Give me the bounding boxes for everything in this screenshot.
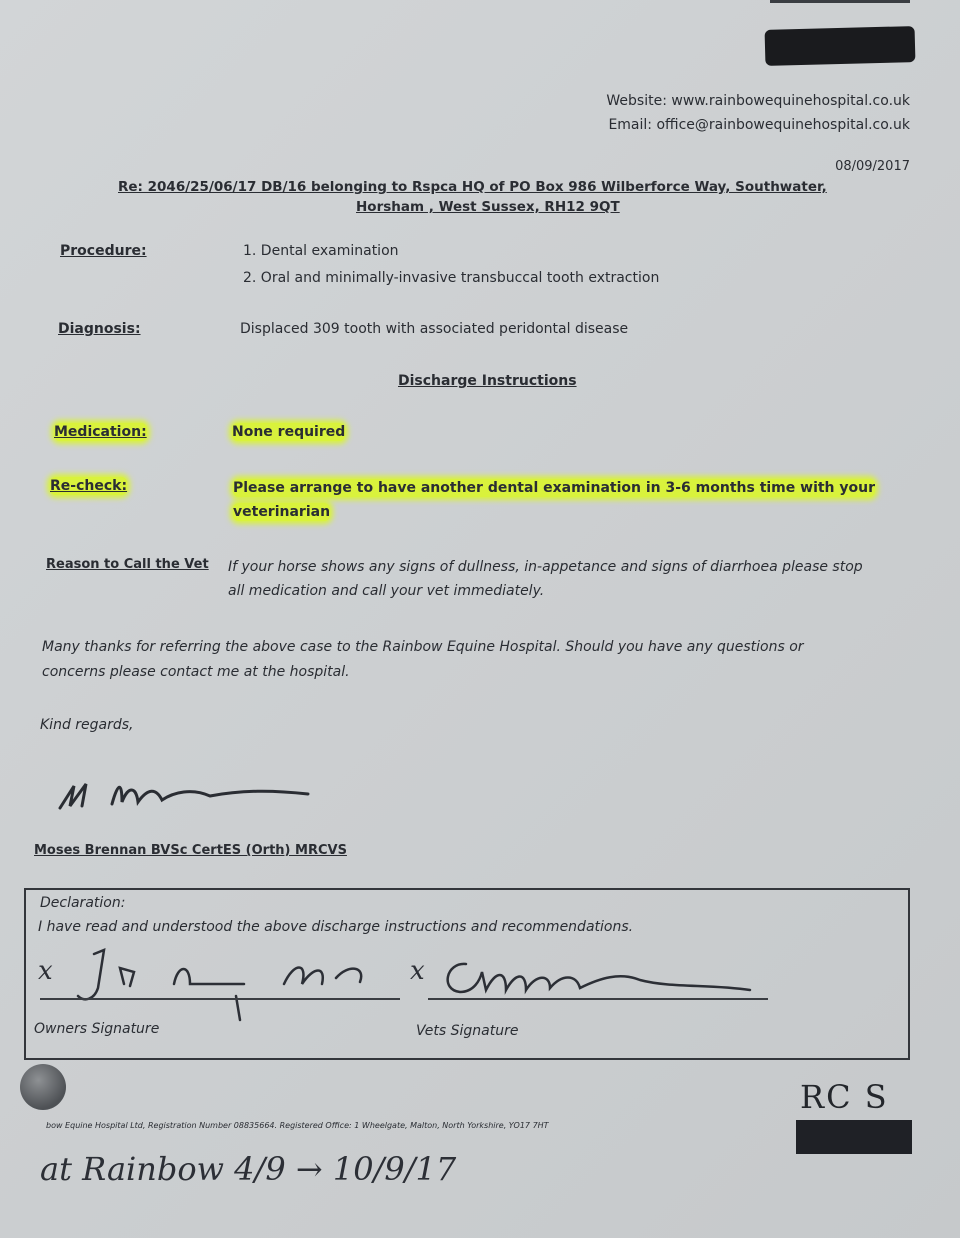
rcvs-logo-bar xyxy=(796,1120,912,1154)
declaration-text: I have read and understood the above discharge instructions and recommendations. xyxy=(38,919,634,935)
thanks-line-1: Many thanks for referring the above case to the Rainbow Equine Hospital. Should you have any questions or xyxy=(42,639,804,655)
owner-signature-line xyxy=(40,998,400,1000)
owner-x-mark: x xyxy=(38,956,53,986)
punch-hole xyxy=(20,1064,66,1110)
reason-line-2: all medication and call your vet immediately. xyxy=(228,583,545,599)
vets-signature-label: Vets Signature xyxy=(416,1023,519,1039)
re-line-1: Re: 2046/25/06/17 DB/16 belonging to Rspca HQ of PO Box 986 Wilberforce Way, Southwater, xyxy=(118,179,827,195)
medication-value: None required xyxy=(232,424,346,440)
signature-scribble xyxy=(52,772,322,818)
discharge-heading: Discharge Instructions xyxy=(398,373,577,389)
vet-signature-line xyxy=(428,998,768,1000)
procedure-item-2: 2. Oral and minimally-invasive transbuccal tooth extraction xyxy=(243,270,660,286)
reason-line-1: If your horse shows any signs of dullness, in-appetance and signs of diarrhoea please stop xyxy=(228,559,863,575)
email-line: Email: office@rainbowequinehospital.co.uk xyxy=(608,117,910,133)
letter-date: 08/09/2017 xyxy=(835,159,910,174)
handwritten-note: at Rainbow 4/9 → 10/9/17 xyxy=(40,1150,457,1188)
procedure-item-1: 1. Dental examination xyxy=(243,243,399,259)
recheck-label: Re-check: xyxy=(50,478,128,494)
rcvs-logo-text: RC S xyxy=(800,1078,889,1116)
re-line-2: Horsham , West Sussex, RH12 9QT xyxy=(356,199,620,215)
declaration-title: Declaration: xyxy=(40,895,126,911)
recheck-line-2: veterinarian xyxy=(233,504,331,520)
diagnosis-label: Diagnosis: xyxy=(58,321,141,337)
top-rule xyxy=(770,0,910,3)
redaction-mark xyxy=(765,26,916,66)
vet-signature-scribble xyxy=(430,950,790,1010)
diagnosis-value: Displaced 309 tooth with associated peridontal disease xyxy=(240,321,629,337)
medication-label: Medication: xyxy=(54,424,147,440)
registration-footer: bow Equine Hospital Ltd, Registration Number 08835664. Registered Office: 1 Wheelgate, Malton, North Yorkshire, YO17 7HT xyxy=(46,1121,549,1130)
closing: Kind regards, xyxy=(40,717,134,733)
website-line: Website: www.rainbowequinehospital.co.uk xyxy=(606,93,910,109)
vet-x-mark: x xyxy=(410,956,425,986)
declaration-box xyxy=(24,888,910,1060)
owners-signature-label: Owners Signature xyxy=(34,1021,160,1037)
recheck-line-1: Please arrange to have another dental examination in 3-6 months time with your xyxy=(233,480,876,496)
reason-label: Reason to Call the Vet xyxy=(46,557,209,572)
signature-name: Moses Brennan BVSc CertES (Orth) MRCVS xyxy=(34,843,347,858)
thanks-line-2: concerns please contact me at the hospital. xyxy=(42,664,350,680)
procedure-label: Procedure: xyxy=(60,243,147,259)
